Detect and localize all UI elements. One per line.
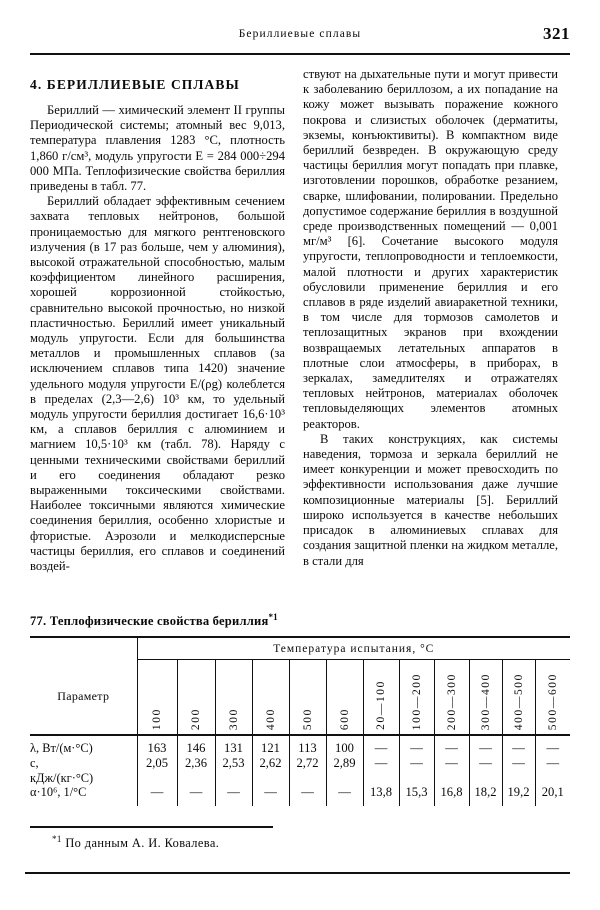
data-cell: —	[434, 756, 469, 785]
column-header-label: 100—200	[410, 672, 423, 731]
right-column	[303, 67, 558, 569]
column-header-label: 400	[264, 708, 277, 731]
data-cell: 16,8	[434, 785, 469, 800]
table-header-labels-row	[30, 660, 570, 736]
column-header-cell	[363, 660, 399, 736]
table-row	[30, 785, 570, 800]
data-cell: 113	[289, 741, 326, 756]
data-cell: —	[469, 741, 502, 756]
column-header-cell	[137, 660, 177, 736]
data-cell: 121	[252, 741, 289, 756]
column-header-cell	[399, 660, 434, 736]
column-header-label: 200—300	[445, 672, 458, 731]
data-cell: —	[363, 741, 399, 756]
data-cell: 20,1	[535, 785, 570, 800]
row-parameter-line: c,	[30, 756, 39, 771]
spacer-cell	[535, 800, 570, 806]
properties-table	[30, 636, 570, 806]
section-heading: 4. БЕРИЛЛИЕВЫЕ СПЛАВЫ	[30, 77, 240, 92]
data-cell: 2,72	[289, 756, 326, 785]
spacer-cell	[399, 800, 434, 806]
column-header-cell	[177, 660, 215, 736]
data-cell: 19,2	[502, 785, 535, 800]
table-caption-number: 77.	[30, 614, 47, 629]
table-spacer-row	[30, 800, 570, 806]
table-header-spanner-row	[30, 637, 570, 660]
column-header-cell	[252, 660, 289, 736]
column-header-label: 400—500	[512, 672, 525, 731]
spanner-header: Температура испытания, °C	[137, 637, 570, 660]
paragraph: В таких конструкциях, как системы наведения, тормоза и зеркала бериллий не имеет конкуренции и может превосходить по эффективности использования даже лучшие композиционные материалы [5]. Бериллий широко используется в качестве небольших присадок в алюминиевых сплавах для создания защитной пленки на жидком металле, в стали для	[303, 431, 558, 568]
spacer-cell	[434, 800, 469, 806]
data-cell: 2,53	[215, 756, 252, 785]
table-row	[30, 756, 570, 785]
footer-rule	[25, 872, 570, 874]
column-header-cell	[326, 660, 363, 736]
row-parameter-line: кДж/(кг·°C)	[30, 770, 94, 785]
spacer-cell	[469, 800, 502, 806]
spacer-cell	[502, 800, 535, 806]
spacer-cell	[289, 800, 326, 806]
data-cell: —	[399, 741, 434, 756]
footnote-mark: *1	[52, 834, 62, 844]
data-cell: 163	[137, 741, 177, 756]
data-cell: —	[399, 756, 434, 785]
table-caption	[30, 612, 570, 629]
column-header-cell	[502, 660, 535, 736]
data-cell: 131	[215, 741, 252, 756]
spacer-cell	[252, 800, 289, 806]
data-cell: —	[215, 785, 252, 800]
data-cell: —	[502, 756, 535, 785]
spacer-cell	[30, 800, 137, 806]
footnote	[30, 834, 570, 851]
column-header-label: 100	[151, 708, 163, 731]
data-cell: —	[535, 756, 570, 785]
row-parameter-label: α·10⁶, 1/°C	[30, 785, 87, 800]
column-header-label: 300	[227, 708, 240, 731]
data-cell: 15,3	[399, 785, 434, 800]
data-cell: 2,62	[252, 756, 289, 785]
table-row	[30, 741, 570, 756]
column-header-cell	[215, 660, 252, 736]
stub-header: Параметр	[30, 660, 137, 736]
column-header-label: 300—400	[479, 672, 492, 731]
data-cell: —	[363, 756, 399, 785]
stub-corner-cell	[30, 637, 137, 660]
paragraph: Бериллий — химический элемент II группы Периодической системы; атомный вес 9,013, температура плавления 1283 °C, плотность 1,860 г/см³, модуль упругости E = 284 000÷294 000 МПа. Теплофизические свойства бериллия приведены в табл. 77.	[30, 103, 285, 194]
column-header-cell	[535, 660, 570, 736]
spacer-cell	[363, 800, 399, 806]
data-cell: 2,36	[177, 756, 215, 785]
paragraph: Бериллий обладает эффективным сечением захвата тепловых нейтронов, большой проницаемостью для мягкого рентгеновского излучения (в 17 раз больше, чем у алюминия), высокой отражательной способностью, малым коэффициентом линейного расширения, хорошей коррозионной стойкостью, сравнительно высокой прочностью, но низкой пластичностью. Бериллий имеет уникальный модуль упругости. Если для большинства металлов и промышленных сплавов (за исключением сплавов типа 1420) значение удельного модуля упругости E/(ρg) колеблется в пределах (2,3—2,6) 10³ км, то удельный модуль упругости бериллия достигает 16,6·10³ км, а сплавов бериллия с алюминием и магнием 10,5·10³ км (табл. 78). Наряду с ценными техническими свойствами бериллий и его соединения обладают резко выраженными токсическими свойствами. Наиболее токсичными являются химические соединения бериллия, особенно хлористые и фтористые. Аэрозоли и мелкодисперсные частицы бериллия, его сплавов и соединений воздей-	[30, 194, 285, 574]
column-header-label: 500—600	[546, 672, 559, 731]
row-parameter-label	[30, 756, 137, 785]
column-header-label: 200	[190, 708, 202, 731]
header-rule	[30, 53, 570, 55]
spacer-cell	[177, 800, 215, 806]
data-cell: —	[326, 785, 363, 800]
paragraph: ствуют на дыхательные пути и могут привести к заболеванию бериллозом, а их попадание на кожу может вызывать поражение кожного покрова и слизистых оболочек (дерматиты, экземы, конъюктивиты). В компактном виде бериллий безвреден. В окружающую среду частицы бериллия могут попадать при плавке, изготовлении порошков, обработке резанием, сварке, шлифовании, полировании. Предельно допустимое содержание бериллия в воздушной среде производственных помещений — 0,001 мг/м³ [6]. Сочетание высокого модуля упругости, теплопроводности и теплоемкости, малой плотности и других характеристик обусловили применение бериллия и его сплавов в ряде изделий авиаракетной техники, в том числе для тормозов самолетов и теплозащитных экранов при вхождении возвращаемых летательных аппаратов в плотные слои атмосферы, в приборах, в зеркалах, замедлителях и отражателях тепловых нейтронов, материалах оболочек тепловыделяющих элементов атомных реакторов.	[303, 67, 558, 431]
left-column	[30, 103, 285, 574]
table-caption-text: Теплофизические свойства бериллия	[49, 614, 269, 629]
spacer-cell	[215, 800, 252, 806]
data-cell: 13,8	[363, 785, 399, 800]
data-cell: 2,89	[326, 756, 363, 785]
data-cell: —	[434, 741, 469, 756]
column-header-label: 500	[301, 708, 314, 731]
column-header-cell	[469, 660, 502, 736]
footnote-rule	[30, 826, 273, 828]
data-cell: —	[502, 741, 535, 756]
footnote-block	[30, 826, 570, 851]
table-block	[30, 612, 570, 806]
spacer-cell	[137, 800, 177, 806]
data-cell: —	[469, 756, 502, 785]
data-cell: —	[177, 785, 215, 800]
data-cell: 146	[177, 741, 215, 756]
running-head	[30, 26, 570, 48]
footnote-body: По данным А. И. Ковалева.	[65, 836, 220, 851]
row-parameter-label: λ, Вт/(м·°C)	[30, 741, 93, 756]
column-header-cell	[434, 660, 469, 736]
data-cell: 100	[326, 741, 363, 756]
table-caption-footnote-mark: *1	[268, 612, 278, 622]
running-head-title: Бериллиевые сплавы	[238, 28, 362, 40]
column-header-label: 600	[338, 708, 351, 731]
data-cell: —	[289, 785, 326, 800]
column-header-cell	[289, 660, 326, 736]
data-cell: 2,05	[137, 756, 177, 785]
spacer-cell	[326, 800, 363, 806]
data-cell: 18,2	[469, 785, 502, 800]
data-cell: —	[535, 741, 570, 756]
data-cell: —	[252, 785, 289, 800]
data-cell: —	[137, 785, 177, 800]
column-header-label: 20—100	[375, 680, 387, 731]
page-number: 321	[543, 24, 570, 43]
